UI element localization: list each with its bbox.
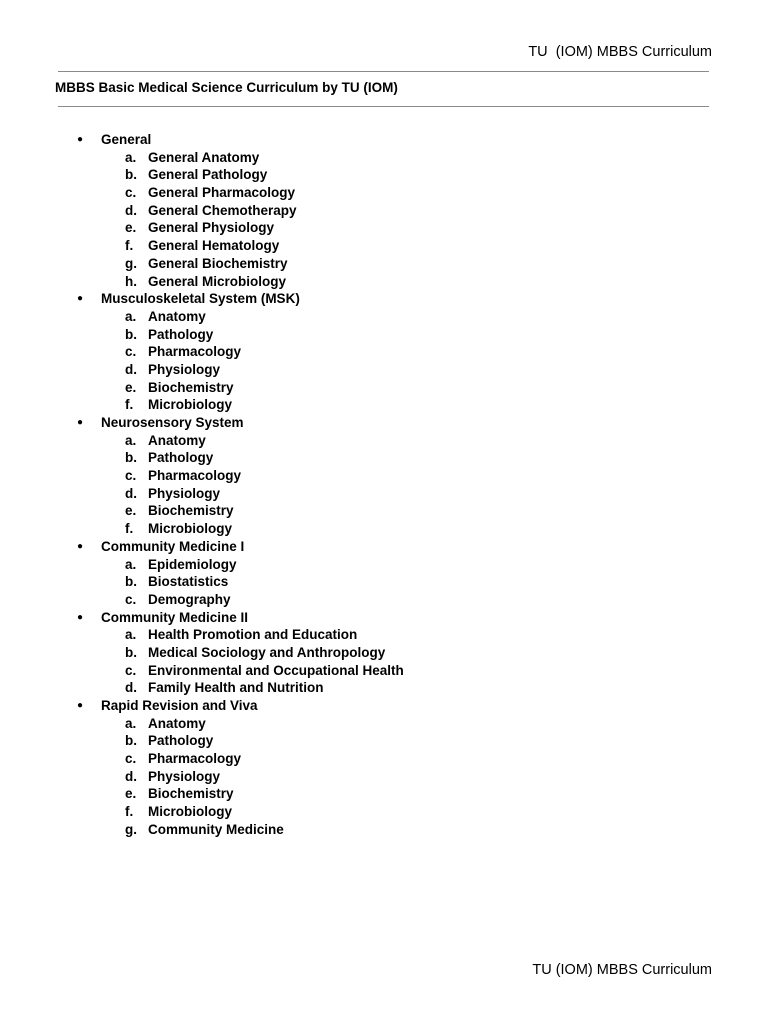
subject-item bbox=[0, 502, 768, 520]
subject-list bbox=[0, 149, 768, 291]
subject-item-marker: b. bbox=[125, 733, 137, 749]
subject-item-label: General Pharmacology bbox=[148, 185, 296, 201]
subject-item-label: Environmental and Occupational Health bbox=[148, 662, 404, 678]
title-top-rule bbox=[58, 71, 709, 72]
outline-section bbox=[0, 290, 768, 414]
title-bottom-rule bbox=[58, 106, 709, 107]
section-heading-row bbox=[0, 290, 768, 308]
subject-item-marker: b. bbox=[125, 574, 137, 590]
subject-item bbox=[0, 573, 768, 591]
subject-item bbox=[0, 379, 768, 397]
subject-item-label: Biochemistry bbox=[148, 503, 234, 519]
subject-item-label: Biochemistry bbox=[148, 379, 234, 395]
subject-item bbox=[0, 432, 768, 450]
subject-item-marker: c. bbox=[125, 344, 137, 360]
subject-item-marker: f. bbox=[125, 804, 134, 820]
subject-item-label: Anatomy bbox=[148, 432, 206, 448]
subject-list bbox=[0, 715, 768, 839]
subject-item bbox=[0, 785, 768, 803]
subject-item-marker: b. bbox=[125, 326, 137, 342]
subject-item-label: Pharmacology bbox=[148, 468, 242, 484]
subject-item-marker: e. bbox=[125, 220, 137, 236]
bullet-icon: ● bbox=[77, 293, 84, 305]
subject-item-marker: e. bbox=[125, 503, 137, 519]
subject-item bbox=[0, 255, 768, 273]
subject-item-label: Pharmacology bbox=[148, 344, 242, 360]
subject-item-marker: b. bbox=[125, 644, 137, 660]
subject-item bbox=[0, 166, 768, 184]
subject-list bbox=[0, 556, 768, 609]
subject-item-label: Pathology bbox=[148, 733, 214, 749]
subject-item-label: Microbiology bbox=[148, 521, 232, 537]
subject-item bbox=[0, 821, 768, 839]
subject-item bbox=[0, 149, 768, 167]
subject-item bbox=[0, 184, 768, 202]
bullet-icon: ● bbox=[77, 700, 84, 711]
subject-item-marker: a. bbox=[125, 149, 137, 165]
section-heading: Neurosensory System bbox=[101, 415, 244, 430]
subject-item-label: Health Promotion and Education bbox=[148, 627, 358, 643]
subject-item-label: General Pathology bbox=[148, 167, 268, 183]
section-heading-row bbox=[0, 131, 768, 149]
subject-item-label: Physiology bbox=[148, 768, 221, 784]
document-title: MBBS Basic Medical Science Curriculum by TU (IOM) bbox=[55, 80, 398, 95]
subject-item-marker: c. bbox=[125, 662, 137, 678]
subject-item-label: General Microbiology bbox=[148, 273, 287, 289]
subject-item-label: General Biochemistry bbox=[148, 255, 288, 271]
subject-item-marker: f. bbox=[125, 238, 134, 254]
subject-item-marker: a. bbox=[125, 715, 137, 731]
subject-item-marker: f. bbox=[125, 397, 134, 413]
subject-item-label: Pharmacology bbox=[148, 751, 242, 767]
subject-item-label: General Physiology bbox=[148, 220, 275, 236]
subject-item-label: Pathology bbox=[148, 450, 214, 466]
subject-item bbox=[0, 715, 768, 733]
subject-item-label: Family Health and Nutrition bbox=[148, 680, 324, 696]
page-footer: TU (IOM) MBBS Curriculum bbox=[532, 962, 712, 978]
subject-item-marker: d. bbox=[125, 361, 137, 377]
subject-item bbox=[0, 273, 768, 291]
subject-item bbox=[0, 803, 768, 821]
subject-item bbox=[0, 361, 768, 379]
subject-item-label: General Chemotherapy bbox=[148, 202, 297, 218]
subject-item-label: Microbiology bbox=[148, 397, 232, 413]
subject-item-label: Biostatistics bbox=[148, 574, 229, 590]
section-heading: Rapid Revision and Viva bbox=[101, 698, 258, 713]
subject-item bbox=[0, 219, 768, 237]
section-heading: Musculoskeletal System (MSK) bbox=[101, 291, 300, 307]
subject-item-marker: d. bbox=[125, 680, 137, 696]
page-header: TU (IOM) MBBS Curriculum bbox=[528, 44, 712, 60]
subject-item-marker: a. bbox=[125, 432, 137, 448]
subject-item-label: Medical Sociology and Anthropology bbox=[148, 644, 386, 660]
subject-item-marker: a. bbox=[125, 627, 137, 643]
subject-item bbox=[0, 679, 768, 697]
subject-item-label: Demography bbox=[148, 591, 231, 607]
subject-item-label: Physiology bbox=[148, 485, 221, 501]
subject-item-marker: d. bbox=[125, 485, 137, 501]
section-heading-row bbox=[0, 609, 768, 627]
section-heading: General bbox=[101, 132, 152, 147]
subject-item bbox=[0, 237, 768, 255]
subject-item bbox=[0, 591, 768, 609]
subject-item-marker: c. bbox=[125, 468, 137, 484]
outline-section bbox=[0, 609, 768, 697]
subject-item bbox=[0, 449, 768, 467]
subject-item bbox=[0, 662, 768, 680]
bullet-icon: ● bbox=[77, 134, 84, 145]
subject-item-marker: b. bbox=[125, 167, 137, 183]
subject-item-label: Anatomy bbox=[148, 715, 206, 731]
subject-item-marker: c. bbox=[125, 591, 137, 607]
subject-item-label: Community Medicine bbox=[148, 821, 284, 837]
subject-item bbox=[0, 644, 768, 662]
subject-item bbox=[0, 467, 768, 485]
outline-section bbox=[0, 538, 768, 609]
subject-list bbox=[0, 308, 768, 414]
subject-list bbox=[0, 432, 768, 538]
subject-item-label: Epidemiology bbox=[148, 556, 237, 572]
outline-section bbox=[0, 697, 768, 839]
subject-item-label: Pathology bbox=[148, 326, 214, 342]
section-heading-row bbox=[0, 538, 768, 556]
subject-item bbox=[0, 556, 768, 574]
subject-item bbox=[0, 750, 768, 768]
subject-item bbox=[0, 485, 768, 503]
subject-item-marker: h. bbox=[125, 273, 137, 289]
subject-item-marker: g. bbox=[125, 821, 137, 837]
subject-item bbox=[0, 343, 768, 361]
bullet-icon: ● bbox=[77, 611, 84, 623]
subject-item-label: General Hematology bbox=[148, 238, 280, 254]
subject-item-marker: a. bbox=[125, 308, 137, 324]
subject-item bbox=[0, 768, 768, 786]
subject-item-marker: d. bbox=[125, 202, 137, 218]
subject-item bbox=[0, 626, 768, 644]
subject-item-marker: c. bbox=[125, 751, 137, 767]
subject-item-marker: e. bbox=[125, 786, 137, 802]
subject-item-label: General Anatomy bbox=[148, 149, 260, 165]
subject-item bbox=[0, 202, 768, 220]
subject-item-marker: b. bbox=[125, 450, 137, 466]
subject-item bbox=[0, 732, 768, 750]
section-heading: Community Medicine I bbox=[101, 538, 245, 554]
subject-item bbox=[0, 326, 768, 344]
section-heading: Community Medicine II bbox=[101, 609, 249, 625]
subject-item-label: Microbiology bbox=[148, 804, 232, 820]
outline-section bbox=[0, 131, 768, 290]
subject-item bbox=[0, 308, 768, 326]
subject-item-marker: a. bbox=[125, 556, 137, 572]
subject-item-label: Biochemistry bbox=[148, 786, 234, 802]
subject-item-marker: e. bbox=[125, 379, 137, 395]
subject-item-label: Anatomy bbox=[148, 308, 206, 324]
subject-item-marker: f. bbox=[125, 521, 134, 537]
section-heading-row bbox=[0, 414, 768, 432]
outline-section bbox=[0, 414, 768, 538]
bullet-icon: ● bbox=[77, 540, 84, 552]
subject-item-marker: g. bbox=[125, 255, 137, 271]
bullet-icon: ● bbox=[77, 417, 84, 428]
subject-item-marker: c. bbox=[125, 185, 137, 201]
subject-item-label: Physiology bbox=[148, 361, 221, 377]
curriculum-outline bbox=[0, 131, 768, 839]
subject-list bbox=[0, 626, 768, 697]
subject-item bbox=[0, 520, 768, 538]
subject-item bbox=[0, 396, 768, 414]
subject-item-marker: d. bbox=[125, 768, 137, 784]
section-heading-row bbox=[0, 697, 768, 715]
